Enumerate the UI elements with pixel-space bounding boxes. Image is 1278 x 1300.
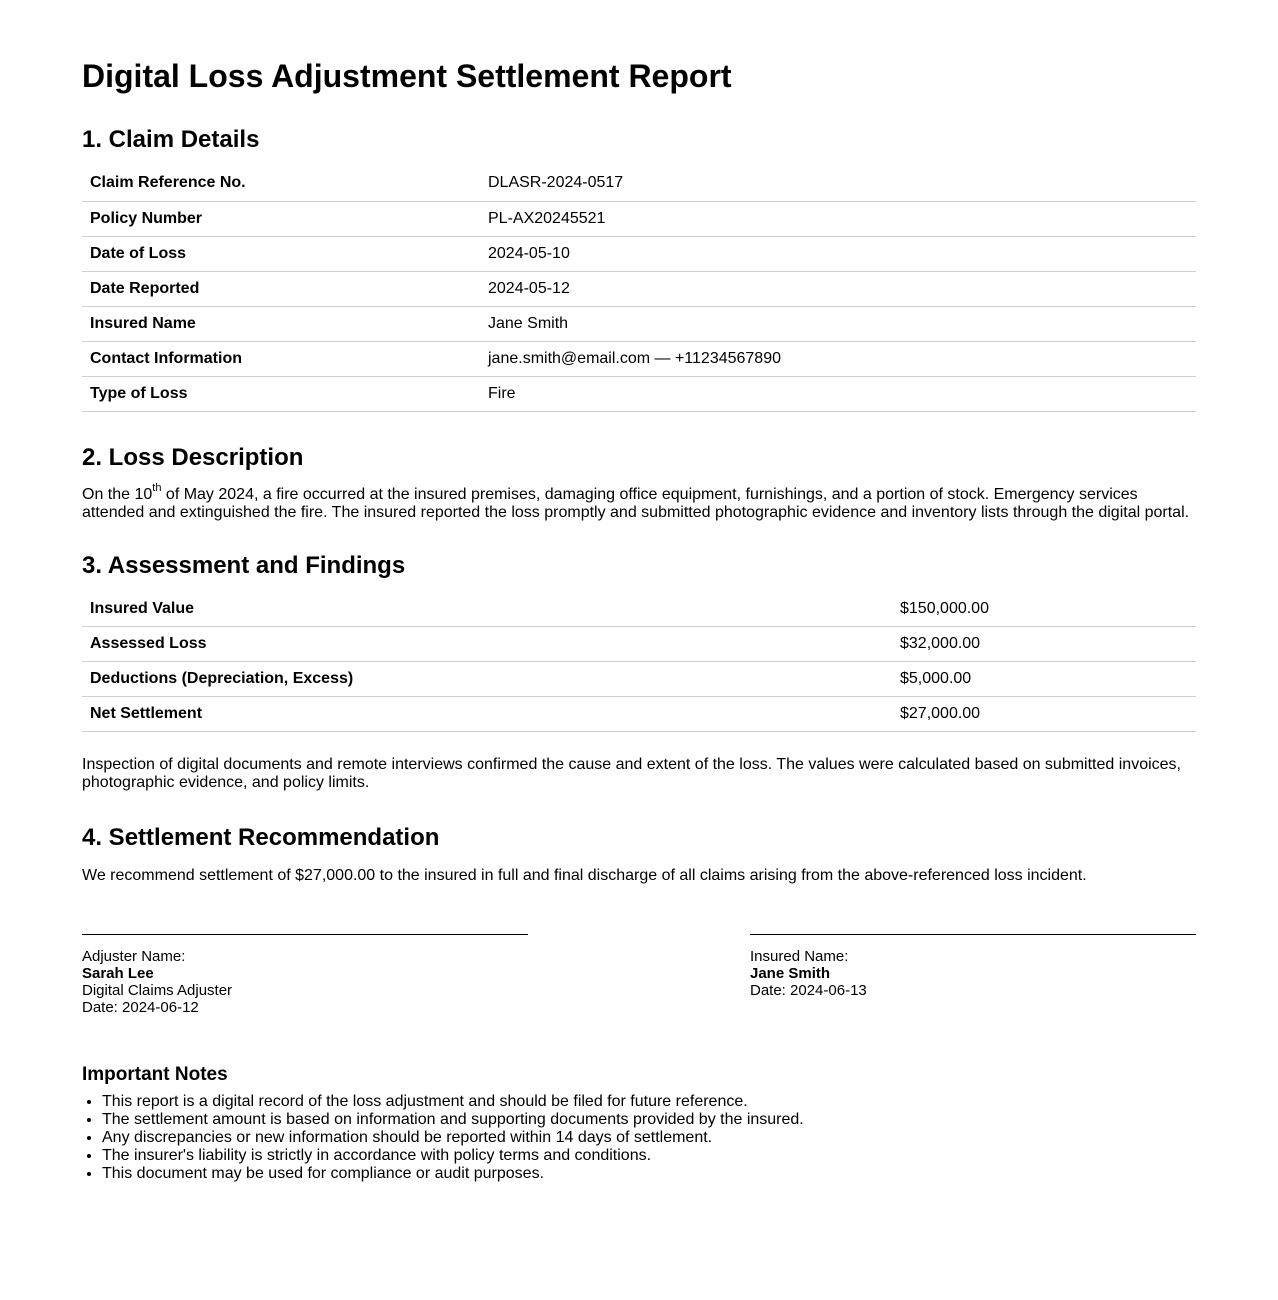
list-item: • The settlement amount is based on information and supporting documents provided by the insured. (102, 1111, 1196, 1129)
section-heading-assessment: 3. Assessment and Findings (82, 551, 406, 579)
table-row (82, 236, 1196, 271)
row-label: Insured Name (82, 306, 480, 341)
adjuster-signature (82, 934, 528, 1016)
row-label: Claim Reference No. (82, 166, 480, 201)
table-row (82, 341, 1196, 376)
row-value: PL-AX20245521 (480, 201, 1196, 236)
recommendation-text: We recommend settlement of $27,000.00 to the insured in full and final discharge of all claims arising from the above-referenced loss incident. (82, 867, 1087, 884)
adjuster-date: Date: 2024-06-12 (82, 999, 199, 1016)
row-value: 2024-05-12 (480, 271, 1196, 306)
adjuster-name: Sarah Lee (82, 965, 154, 982)
row-label: Type of Loss (82, 376, 480, 411)
insured-date: Date: 2024-06-13 (750, 982, 867, 999)
row-label: Policy Number (82, 201, 480, 236)
insured-name: Jane Smith (750, 965, 831, 982)
table-row (82, 306, 1196, 341)
table-row (82, 627, 1196, 662)
row-label: Insured Value (82, 592, 892, 627)
table-row (82, 697, 1196, 732)
row-value: $5,000.00 (892, 662, 1196, 697)
insured-signature (750, 934, 1196, 1016)
row-label: Deductions (Depreciation, Excess) (82, 662, 892, 697)
ordinal-suffix: th (152, 482, 162, 495)
table-row (82, 201, 1196, 236)
claim-details-table (82, 166, 1196, 412)
adjuster-label: Adjuster Name: (82, 948, 186, 965)
row-value: 2024-05-10 (480, 236, 1196, 271)
table-row (82, 166, 1196, 201)
list-item: • This document may be used for compliance or audit purposes. (102, 1165, 1196, 1183)
row-value: $32,000.00 (892, 627, 1196, 662)
loss-description-body: of May 2024, a fire occurred at the insured premises, damaging office equipment, furnishings, and a portion of stock. Emergency services attended and extinguished the fire. The insured reported the loss promptly and submitted photographic evidence and inventory lists through the digital portal. (82, 485, 1190, 521)
row-label: Date Reported (82, 271, 480, 306)
list-item: • The insurer's liability is strictly in accordance with policy terms and conditions. (102, 1147, 1196, 1165)
table-row (82, 592, 1196, 627)
notes-list (82, 1093, 1196, 1183)
insured-label: Insured Name: (750, 948, 849, 965)
assessment-table (82, 592, 1196, 733)
row-value: jane.smith@email.com — +11234567890 (480, 341, 1196, 376)
row-value: Jane Smith (480, 306, 1196, 341)
row-label: Net Settlement (82, 697, 892, 732)
row-value: $150,000.00 (892, 592, 1196, 627)
list-item: • Any discrepancies or new information should be reported within 14 days of settlement. (102, 1129, 1196, 1147)
loss-description-prefix: On the 10 (82, 485, 153, 503)
row-label: Assessed Loss (82, 627, 892, 662)
row-label: Contact Information (82, 341, 480, 376)
signature-block (82, 934, 1196, 1016)
notes-heading: Important Notes (82, 1064, 228, 1085)
section-heading-recommendation: 4. Settlement Recommendation (82, 824, 440, 851)
row-label: Date of Loss (82, 236, 480, 271)
section-heading-loss-description: 2. Loss Description (82, 443, 304, 471)
row-value: DLASR-2024-0517 (480, 166, 1196, 201)
table-row (82, 662, 1196, 697)
table-row (82, 271, 1196, 306)
section-heading-claim-details: 1. Claim Details (82, 126, 260, 153)
adjuster-role: Digital Claims Adjuster (82, 982, 233, 999)
list-item: • This report is a digital record of the loss adjustment and should be filed for future reference. (102, 1093, 1196, 1111)
row-value: Fire (480, 376, 1196, 411)
row-value: $27,000.00 (892, 697, 1196, 732)
assessment-note: Inspection of digital documents and remote interviews confirmed the cause and extent of the loss. The values were calculated based on submitted invoices, photographic evidence, and policy limits. (82, 756, 1181, 791)
loss-description-text (82, 482, 1196, 522)
table-row (82, 376, 1196, 411)
report-title: Digital Loss Adjustment Settlement Report (82, 58, 732, 94)
